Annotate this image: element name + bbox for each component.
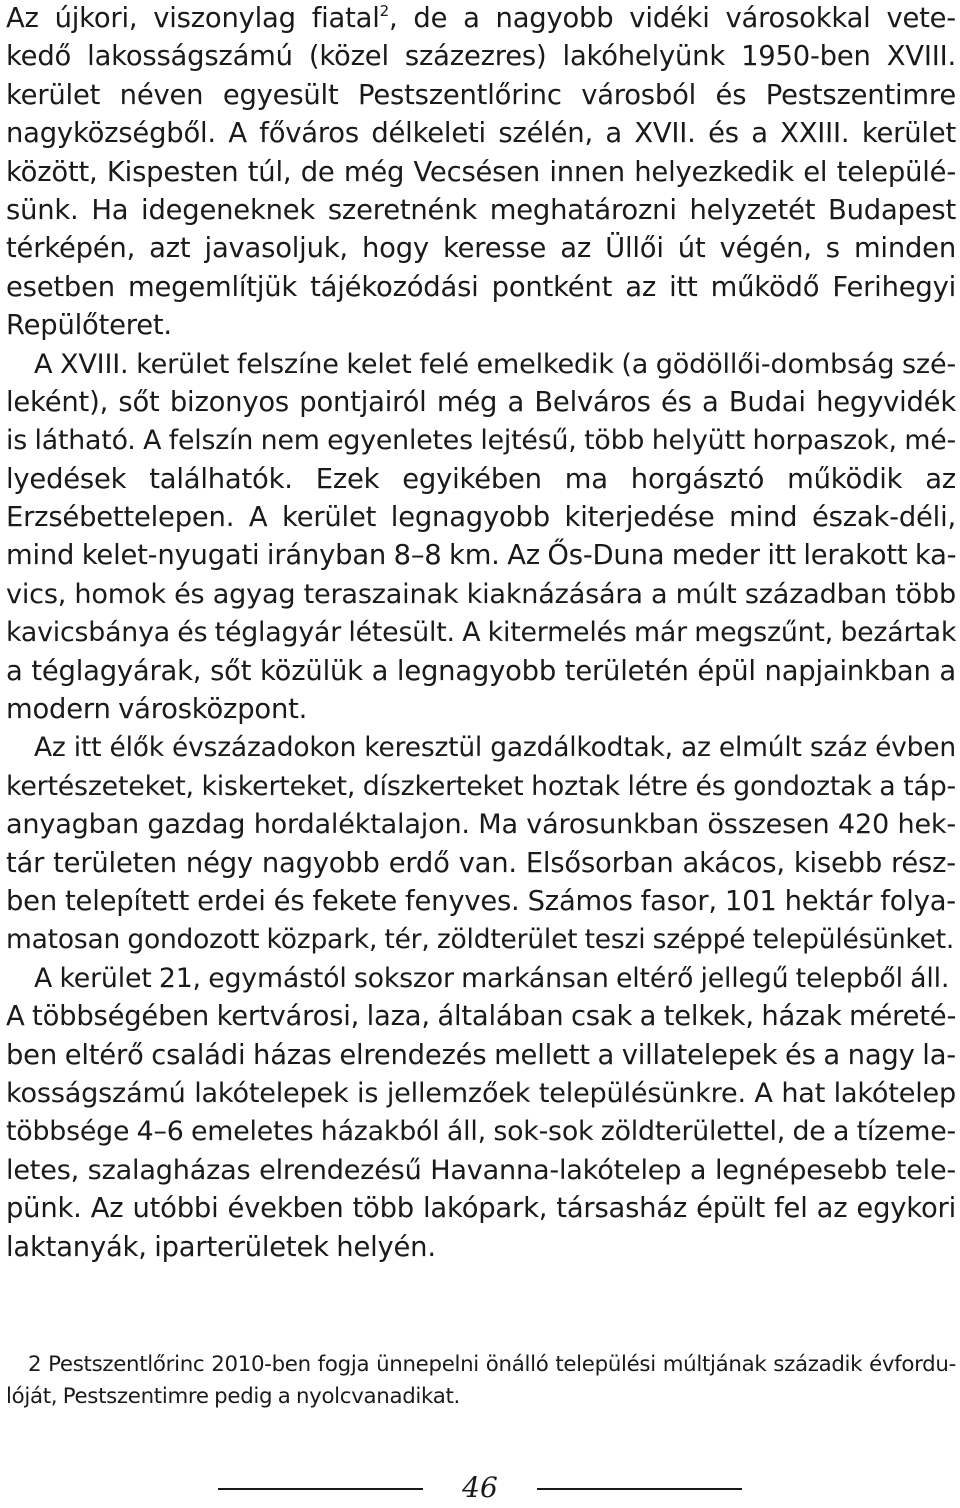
text-line: kosságszámú lakótelepek is jellemzőek településünkre. A hat lakótelep <box>6 1077 956 1109</box>
text-line: ben eltérő családi házas elrendezés mellett a villatelepek és a nagy la- <box>6 1039 956 1071</box>
text-line: Erzsébettelepen. A kerület legnagyobb kiterjedése mind észak-déli, <box>6 502 956 534</box>
text-line: anyagban gazdag hordaléktalajon. Ma városunkban összesen 420 hek- <box>6 809 956 841</box>
text-line: esetben megemlítjük tájékozódási pontként az itt működő Ferihegyi <box>6 271 956 303</box>
footnote-reference: 2 <box>379 2 390 20</box>
text-line: ben telepített erdei és fekete fenyves. Számos fasor, 101 hektár folya- <box>6 885 956 917</box>
text-line: modern városközpont. <box>6 694 308 726</box>
text-line-1 <box>6 0 956 38</box>
text-line: leként), sőt bizonyos pontjairól még a Belváros és a Budai hegyvidék <box>6 386 956 418</box>
page-footer <box>0 1468 960 1508</box>
text-line: A többségében kertvárosi, laza, általában csak a telkek, házak méreté- <box>6 1001 957 1033</box>
footnote-line <box>6 1349 956 1381</box>
page-number: 46 <box>462 1471 498 1504</box>
text-line: pünk. Az utóbbi években több lakópark, társasház épült fel az egykori <box>6 1193 956 1225</box>
text-line: kedő lakosságszámú (közel százezres) lakóhelyünk 1950-ben XVIII. <box>6 41 956 73</box>
text-line: A XVIII. kerület felszíne kelet felé emelkedik (a gödöllői-dombság szé- <box>34 348 956 380</box>
text-line: kertészeteket, kiskerteket, díszkerteket hoztak létre és gondoztak a táp- <box>6 770 956 802</box>
main-text <box>6 0 956 1267</box>
text-line: is látható. A felszín nem egyenletes lejtésű, több helyütt horpaszok, mé- <box>6 425 956 457</box>
text-line: laktanyák, iparterületek helyén. <box>6 1231 436 1263</box>
text-line: nagyközségből. A főváros délkeleti szélén, a XVII. és a XXIII. kerület <box>6 118 956 150</box>
text-line: kavicsbánya és téglagyár létesült. A kitermelés már megszűnt, bezártak <box>6 617 957 649</box>
text-line: mind kelet-nyugati irányban 8–8 km. Az Ős-Duna meder itt lerakott ka- <box>6 540 957 572</box>
text-line: a téglagyárak, sőt közülük a legnagyobb területén épül napjainkban a <box>6 655 956 687</box>
text-segment: Az újkori, viszonylag fiatal <box>6 3 380 34</box>
footnote-mark: 2 <box>28 1352 42 1377</box>
text-line: tár területen négy nagyobb erdő van. Elsősorban akácos, kisebb rész- <box>6 847 956 879</box>
text-line: térképén, azt javasoljuk, hogy keresse az Üllői út végén, s minden <box>6 233 956 265</box>
text-line: többsége 4–6 emeletes házakból áll, sok-sok zöldterülettel, de a tízeme- <box>6 1116 956 1148</box>
footnote-line: lóját, Pestszentimre pedig a nyolcvanadikat. <box>6 1384 460 1409</box>
text-line: sünk. Ha idegeneknek szeretnénk meghatározni helyzetét Budapest <box>6 194 956 226</box>
footer-rule-left <box>218 1488 423 1490</box>
text-line: Repülőteret. <box>6 310 172 342</box>
text-line: között, Kispesten túl, de még Vecsésen innen helyezkedik el települé- <box>6 156 956 188</box>
text-segment: , de a nagyobb vidéki városokkal vete- <box>389 3 956 34</box>
text-line: Az itt élők évszázadokon keresztül gazdálkodtak, az elmúlt száz évben <box>34 732 956 764</box>
text-line: A kerület 21, egymástól sokszor markánsan eltérő jellegű telepből áll. <box>34 962 950 994</box>
footnote <box>6 1349 956 1413</box>
footer-rule-right <box>537 1488 742 1490</box>
footnote-text: Pestszentlőrinc 2010-ben fogja ünnepelni önálló települési múltjának századik évfordu- <box>48 1352 956 1377</box>
text-line: letes, szalagházas elrendezésű Havanna-lakótelep a legnépesebb tele- <box>6 1154 956 1186</box>
text-line: kerület néven egyesült Pestszentlőrinc városból és Pestszentimre <box>6 79 956 111</box>
text-line: matosan gondozott közpark, tér, zöldterület teszi széppé településünket. <box>6 924 955 956</box>
text-line: vics, homok és agyag teraszainak kiaknázására a múlt században több <box>6 578 956 610</box>
text-line: lyedések találhatók. Ezek egyikében ma horgásztó működik az <box>6 463 956 495</box>
